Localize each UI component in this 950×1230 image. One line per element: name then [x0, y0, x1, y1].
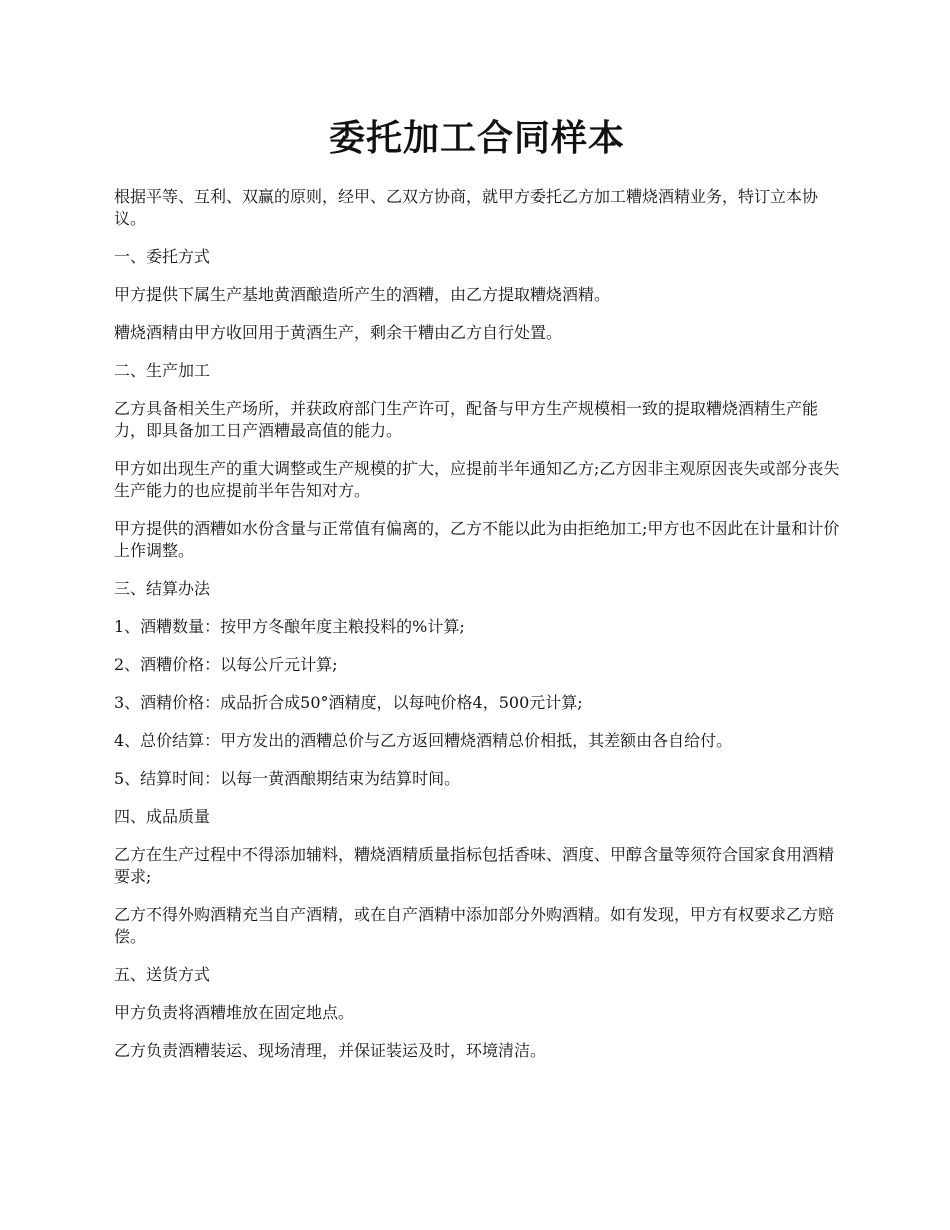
section-heading: 三、结算办法	[114, 579, 211, 598]
section-1	[114, 246, 840, 344]
list-item: 3、酒精价格：成品折合成50°酒精度，以每吨价格4，500元计算;	[114, 693, 583, 712]
section-heading: 一、委托方式	[114, 247, 211, 266]
document-title: 委托加工合同样本	[328, 117, 625, 159]
section-heading: 四、成品质量	[114, 807, 211, 826]
list-item: 5、结算时间：以每一黄酒酿期结束为结算时间。	[114, 769, 461, 788]
list-item: 2、酒糟价格：以每公斤元计算;	[114, 655, 338, 674]
section-paragraph: 甲方如出现生产的重大调整或生产规模的扩大，应提前半年通知乙方;乙方因非主观原因丧失或部分丧失生产能力的也应提前半年告知对方。	[114, 459, 840, 500]
section-paragraph: 乙方负责酒糟装运、现场清理，并保证装运及时，环境清洁。	[114, 1041, 547, 1060]
section-paragraph: 甲方提供的酒糟如水份含量与正常值有偏离的，乙方不能以此为由拒绝加工;甲方也不因此在计量和计价上作调整。	[114, 519, 840, 560]
section-paragraph: 甲方负责将酒糟堆放在固定地点。	[114, 1003, 355, 1022]
section-paragraph: 乙方不得外购酒精充当自产酒精，或在自产酒精中添加部分外购酒精。如有发现，甲方有权要求乙方赔偿。	[114, 905, 835, 946]
section-5	[114, 964, 840, 1062]
section-paragraph: 甲方提供下属生产基地黄酒酿造所产生的酒糟，由乙方提取糟烧酒精。	[114, 285, 611, 304]
section-2	[114, 360, 840, 562]
section-paragraph: 糟烧酒精由甲方收回用于黄酒生产，剩余干糟由乙方自行处置。	[114, 323, 563, 342]
list-item: 4、总价结算：甲方发出的酒糟总价与乙方返回糟烧酒精总价相抵，其差额由各自给付。	[114, 731, 733, 750]
section-paragraph: 乙方具备相关生产场所，并获政府部门生产许可，配备与甲方生产规模相一致的提取糟烧酒精生产能力，即具备加工日产酒糟最高值的能力。	[114, 399, 819, 440]
section-heading: 二、生产加工	[114, 361, 211, 380]
section-3	[114, 578, 840, 790]
document-page	[114, 110, 840, 1078]
list-item: 1、酒糟数量：按甲方冬酿年度主粮投料的%计算;	[114, 617, 465, 636]
section-paragraph: 乙方在生产过程中不得添加辅料，糟烧酒精质量指标包括香味、酒度、甲醇含量等须符合国家食用酒精要求;	[114, 845, 835, 886]
intro-paragraph: 根据平等、互利、双赢的原则，经甲、乙双方协商，就甲方委托乙方加工糟烧酒精业务，特订立本协议。	[114, 187, 819, 228]
section-4	[114, 806, 840, 948]
section-heading: 五、送货方式	[114, 965, 211, 984]
